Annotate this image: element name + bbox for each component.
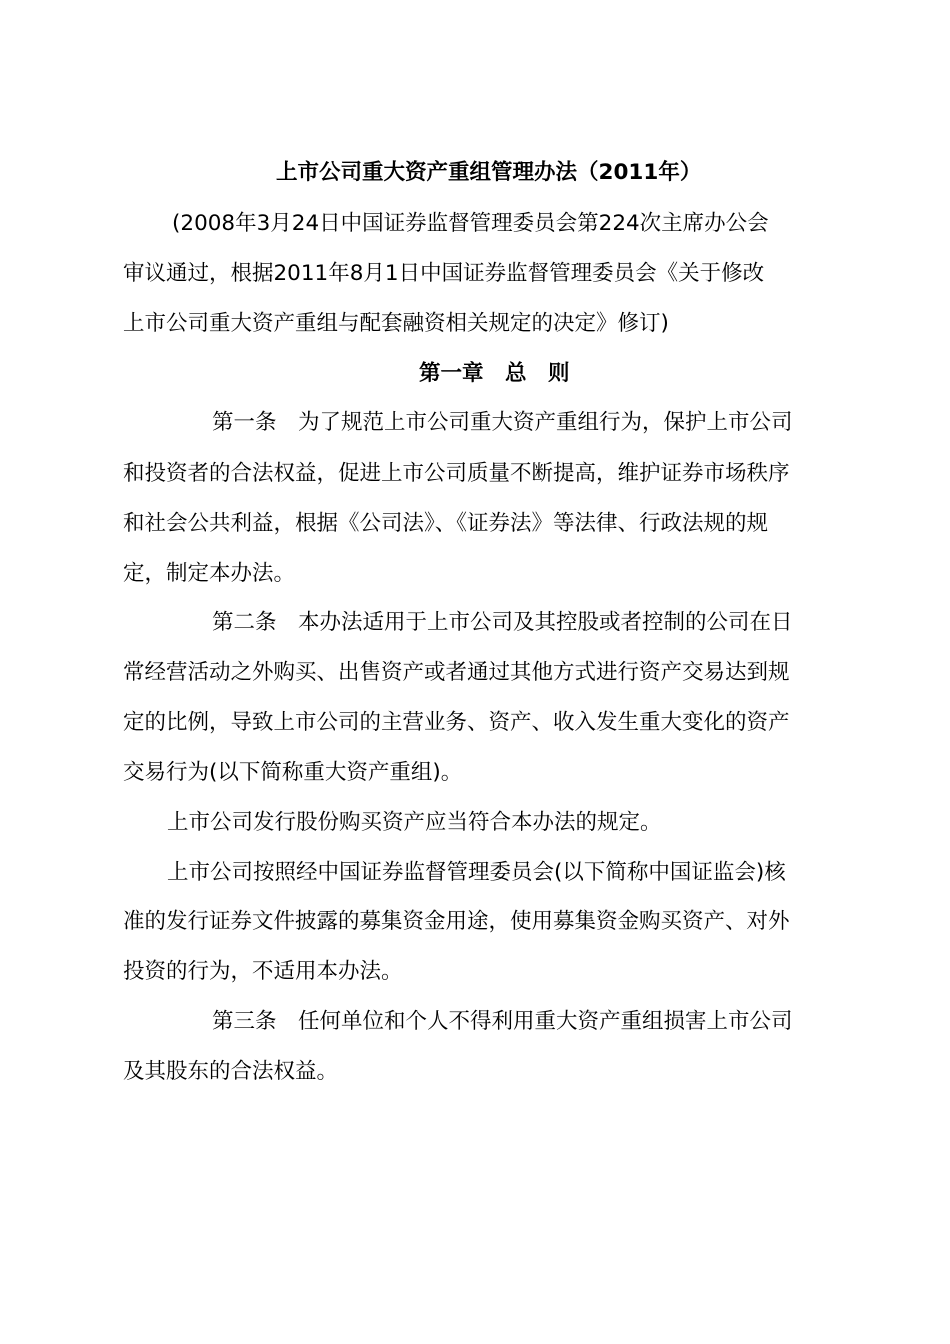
article-2-para-3-line-1: 上市公司按照经中国证券监督管理委员会(以下简称中国证监会)核 (167, 860, 786, 885)
article-1-line-3: 和社会公共利益，根据《公司法》、《证券法》等法律、行政法规的规 (123, 511, 769, 536)
article-2-para-2: 上市公司发行股份购买资产应当符合本办法的规定。 (167, 810, 662, 835)
article-2-para-3-line-2: 准的发行证券文件披露的募集资金用途，使用募集资金购买资产、对外 (123, 909, 790, 934)
article-2-line-4: 交易行为(以下简称重大资产重组)。 (123, 760, 463, 785)
article-2-line-1: 第二条 本办法适用于上市公司及其控股或者控制的公司在日 (212, 610, 793, 635)
document-title: 上市公司重大资产重组管理办法（2011年） (276, 160, 702, 185)
article-3-line-1: 第三条 任何单位和个人不得利用重大资产重组损害上市公司 (212, 1009, 793, 1034)
article-1-line-1: 第一条 为了规范上市公司重大资产重组行为，保护上市公司 (212, 410, 793, 435)
article-1-line-4: 定，制定本办法。 (123, 561, 296, 586)
article-2-line-3: 定的比例，导致上市公司的主营业务、资产、收入发生重大变化的资产 (123, 710, 790, 735)
article-3-line-2: 及其股东的合法权益。 (123, 1059, 339, 1084)
chapter-heading: 第一章 总 则 (419, 361, 570, 386)
article-1-line-2: 和投资者的合法权益，促进上市公司质量不断提高，维护证券市场秩序 (123, 461, 790, 486)
article-2-para-3-line-3: 投资的行为，不适用本办法。 (123, 959, 403, 984)
preamble-line-2: 审议通过，根据2011年8月1日中国证券监督管理委员会《关于修改 (123, 261, 765, 286)
preamble-line-1: (2008年3月24日中国证券监督管理委员会第224次主席办公会 (172, 211, 769, 236)
preamble-line-3: 上市公司重大资产重组与配套融资相关规定的决定》修订) (123, 311, 669, 336)
article-2-line-2: 常经营活动之外购买、出售资产或者通过其他方式进行资产交易达到规 (123, 660, 790, 685)
